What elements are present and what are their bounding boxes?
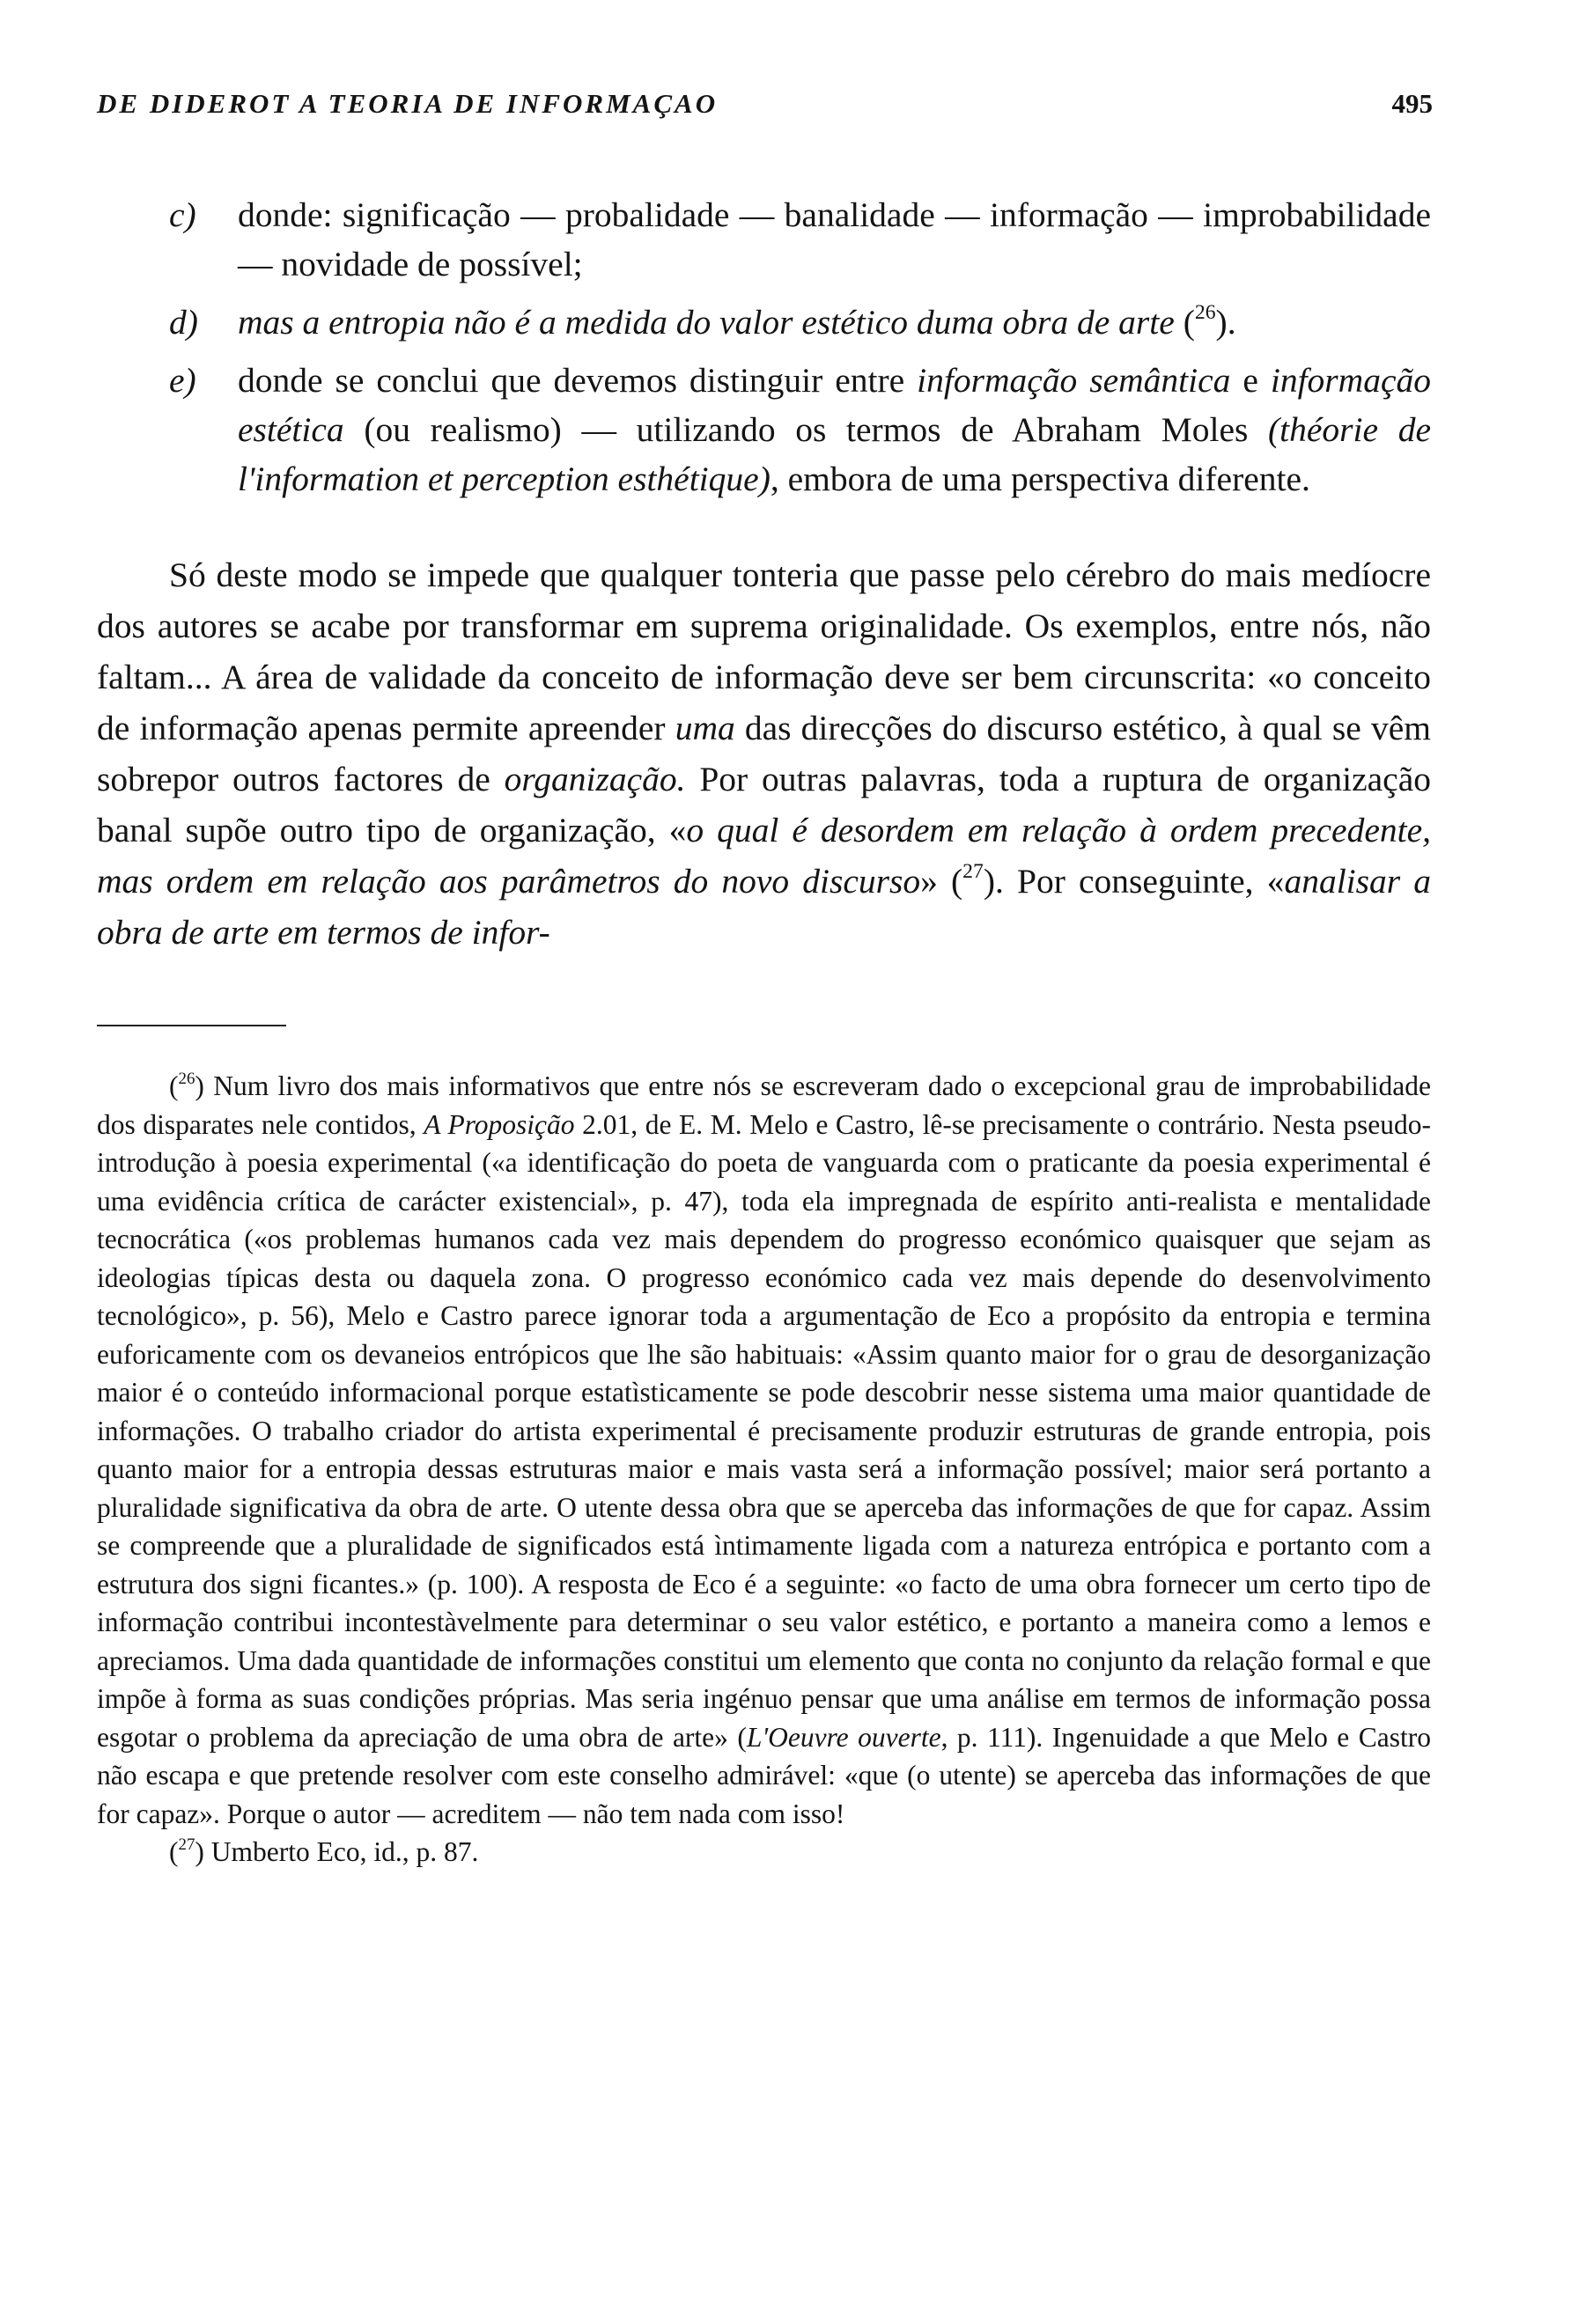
footnote-ref: 27 <box>962 860 984 884</box>
list-marker: e) <box>169 361 196 400</box>
book-page <box>97 88 1431 1872</box>
text-run: , p. 111). Ingenuidade a que Melo e Castro não escapa e que pretende resolver com este conselho admirável: «que (o utente) se aperceba das informações de que for capaz». Porque o autor — acreditem — não tem nada com isso! <box>97 1721 1431 1829</box>
italic-text: L'Oeuvre ouverte <box>746 1721 941 1753</box>
footnote-separator <box>97 1025 286 1026</box>
punctuation: . <box>1227 303 1236 342</box>
footnote-ref: 26 <box>1194 301 1216 325</box>
list-item-text <box>238 356 1431 504</box>
italic-text: uma <box>675 709 735 747</box>
list-marker: d) <box>169 303 198 342</box>
text-run: (ou realismo) — utilizando os termos de Abraham Moles <box>343 410 1269 449</box>
page-number: 495 <box>1391 88 1433 119</box>
text-run: donde se conclui que devemos distinguir entre <box>238 361 918 400</box>
list-item-e <box>97 356 1431 504</box>
text-run: das direcções do discurso estético, à qual se vêm sobrepor outros factores de <box>97 709 1431 798</box>
text-run: Por outras palavras, toda a ruptura de organização banal supõe outro tipo de organização, « <box>97 760 1431 849</box>
italic-text: informação semântica <box>917 361 1231 400</box>
text-run: Só deste modo se impede que qualquer tonteria que passe pelo cérebro do mais medíocre dos autores se acabe por transformar em suprema originalidade. Os exemplos, entre nós, não faltam... A área de validade da conceito de informação deve ser bem circunscrita: «o conceito de informação apenas permite apreender <box>97 555 1431 747</box>
italic-text: mas a entropia não é a medida do valor estético duma obra de arte <box>238 303 1175 342</box>
list-item-text: donde: significação — probalidade — banalidade — informação — improbabilidade — novidade de possível; <box>238 195 1431 283</box>
footnote-27: ($^{27}$) Umberto Eco, id., p. 87. <box>169 1835 479 1867</box>
italic-text: A Proposição <box>424 1108 575 1140</box>
running-head <box>97 88 1431 141</box>
italic-text: (théorie de l'information et perception esthétique) <box>238 410 1431 498</box>
italic-text: organização. <box>504 760 686 798</box>
footnote-number: 26 <box>178 1069 195 1088</box>
footnote-number: 27 <box>178 1835 195 1854</box>
text-run: e <box>1230 361 1271 400</box>
list-item-c <box>97 190 1431 289</box>
list-marker: c) <box>169 195 196 234</box>
footnote-26: ($^{26}$) Num livro dos mais informativos que entre nós se escreveram dado o excepcional grau de improbabilidade dos disparates nele contidos, A Proposição 2.01, de E. M. Melo e Castro, lê-se precisamente o contrário. Nesta pseudo-introdução à poesia experimental («a identificação do poeta de vanguarda com o praticante da poesia experimental é uma evidência crítica de carácter existencial», p. 47), toda ela impregnada de espírito anti-realista e mentalidade tecnocrática («os problemas humanos cada vez mais dependem do progresso económico quaisquer que sejam as ideologias típicas desta ou daquela zona. O progresso económico cada vez mais depende do desenvolvimento tecnológico», p. 56), Melo e Castro parece ignorar toda a argumentação de Eco a propósito da entropia e termina euforicamente com os devaneios entrópicos que lhe são habituais: «Assim quanto maior for o grau de desorganização maior é o conteúdo informacional porque estatìsticamente se pode descobrir nesse sistema uma maior quantidade de informações. O trabalho criador do artista experimental é precisamente produzir estruturas de grande entropia, pois quanto maior for a entropia dessas estruturas maior e mais vasta será a informação possível; maior será portanto a pluralidade significativa da obra de arte. O utente dessa obra que se aperceba das informações de que for capaz. Assim se compreende que a pluralidade de significados está ìntimamente ligada com a natureza entrópica e portanto com a estrutura dos signi ficantes.» (p. 100). A resposta de Eco é a seguinte: «o facto de uma obra fornecer um certo tipo de informação contribui incontestàvelmente para determinar o seu valor estético, e portanto a maneira como a lemos e apreciamos. Uma dada quantidade de informações constitui um elemento que conta no conjunto da relação formal e que impõe à forma as suas condições próprias. Mas seria ingénuo pensar que uma análise em termos de informação possa esgotar o problema da apreciação de uma obra de arte» (L'Oeuvre ouverte, p. 111). Ingenuidade a que Melo e Castro não escapa e que pretende resolver com este conselho admirável: «que (o utente) se aperceba das informações de que for capaz». Porque o autor — acreditem — não tem nada com isso! <box>97 1069 1431 1829</box>
list-item-d <box>97 298 1431 347</box>
footnotes <box>97 1067 1431 1872</box>
text-run: Num livro dos mais informativos que entre nós se escreveram dado o excepcional grau de improbabilidade dos disparates nele contidos, <box>97 1070 1431 1140</box>
text-run: Umberto Eco, id., p. 87. <box>210 1836 479 1867</box>
italic-text: o qual é desordem em relação à ordem precedente, mas ordem em relação aos parâmetros do novo discurso <box>97 811 1431 901</box>
italic-text: informação estética <box>238 361 1431 449</box>
enumerated-list <box>97 190 1431 504</box>
text-run: . Por conseguinte, « <box>995 862 1285 901</box>
text-run: , embora de uma perspectiva diferente. <box>770 460 1310 498</box>
running-title: DE DIDEROT A TEORIA DE INFORMAÇAO <box>97 88 719 119</box>
italic-text: analisar a obra de arte em termos de infor- <box>97 862 1432 952</box>
text-run: » <box>920 862 951 901</box>
text-run: 2.01, de E. M. Melo e Castro, lê-se precisamente o contrário. Nesta pseudo-introdução à poesia experimental («a identificação do poeta de vanguarda com o praticante da poesia experimental é uma evidência crítica de carácter existencial», p. 47), toda ela impregnada de espírito anti-realista e mentalidade tecnocrática («os problemas humanos cada vez mais dependem do progresso económico quaisquer que sejam as ideologias típicas desta ou daquela zona. O progresso económico cada vez mais depende do desenvolvimento tecnológico», p. 56), Melo e Castro parece ignorar toda a argumentação de Eco a propósito da entropia e termina euforicamente com os devaneios entrópicos que lhe são habituais: «Assim quanto maior for o grau de desorganização maior é o conteúdo informacional porque estatìsticamente se pode descobrir nesse sistema uma maior quantidade de informações. O trabalho criador do artista experimental é precisamente produzir estruturas de grande entropia, pois quanto maior for a entropia dessas estruturas maior e mais vasta será a informação possível; maior será portanto a pluralidade significativa da obra de arte. O utente dessa obra que se aperceba das informações de que for capaz. Assim se compreende que a pluralidade de significados está ìntimamente ligada com a natureza entrópica e portanto com a estrutura dos signi ficantes.» (p. 100). A resposta de Eco é a seguinte: «o facto de uma obra fornecer um certo tipo de informação contribui incontestàvelmente para determinar o seu valor estético, e portanto a maneira como a lemos e apreciamos. Uma dada quantidade de informações constitui um elemento que conta no conjunto da relação formal e que impõe à forma as suas condições próprias. Mas seria ingénuo pensar que uma análise em termos de informação possa esgotar o problema da apreciação de uma obra de arte» ( <box>97 1108 1431 1753</box>
list-item-text: mas a entropia não é a medida do valor estético duma obra de arte ($^{26}$). <box>238 301 1236 342</box>
body-paragraph: Só deste modo se impede que qualquer tonteria que passe pelo cérebro do mais medíocre dos autores se acabe por transformar em suprema originalidade. Os exemplos, entre nós, não faltam... A área de validade da conceito de informação deve ser bem circunscrita: «o conceito de informação apenas permite apreender uma das direcções do discurso estético, à qual se vêm sobrepor outros factores de organização. Por outras palavras, toda a ruptura de organização banal supõe outro tipo de organização, «o qual é desordem em relação à ordem precedente, mas ordem em relação aos parâmetros do novo discurso» ($^{27}$). Por conseguinte, «analisar a obra de arte em termos de infor- <box>97 555 1432 952</box>
